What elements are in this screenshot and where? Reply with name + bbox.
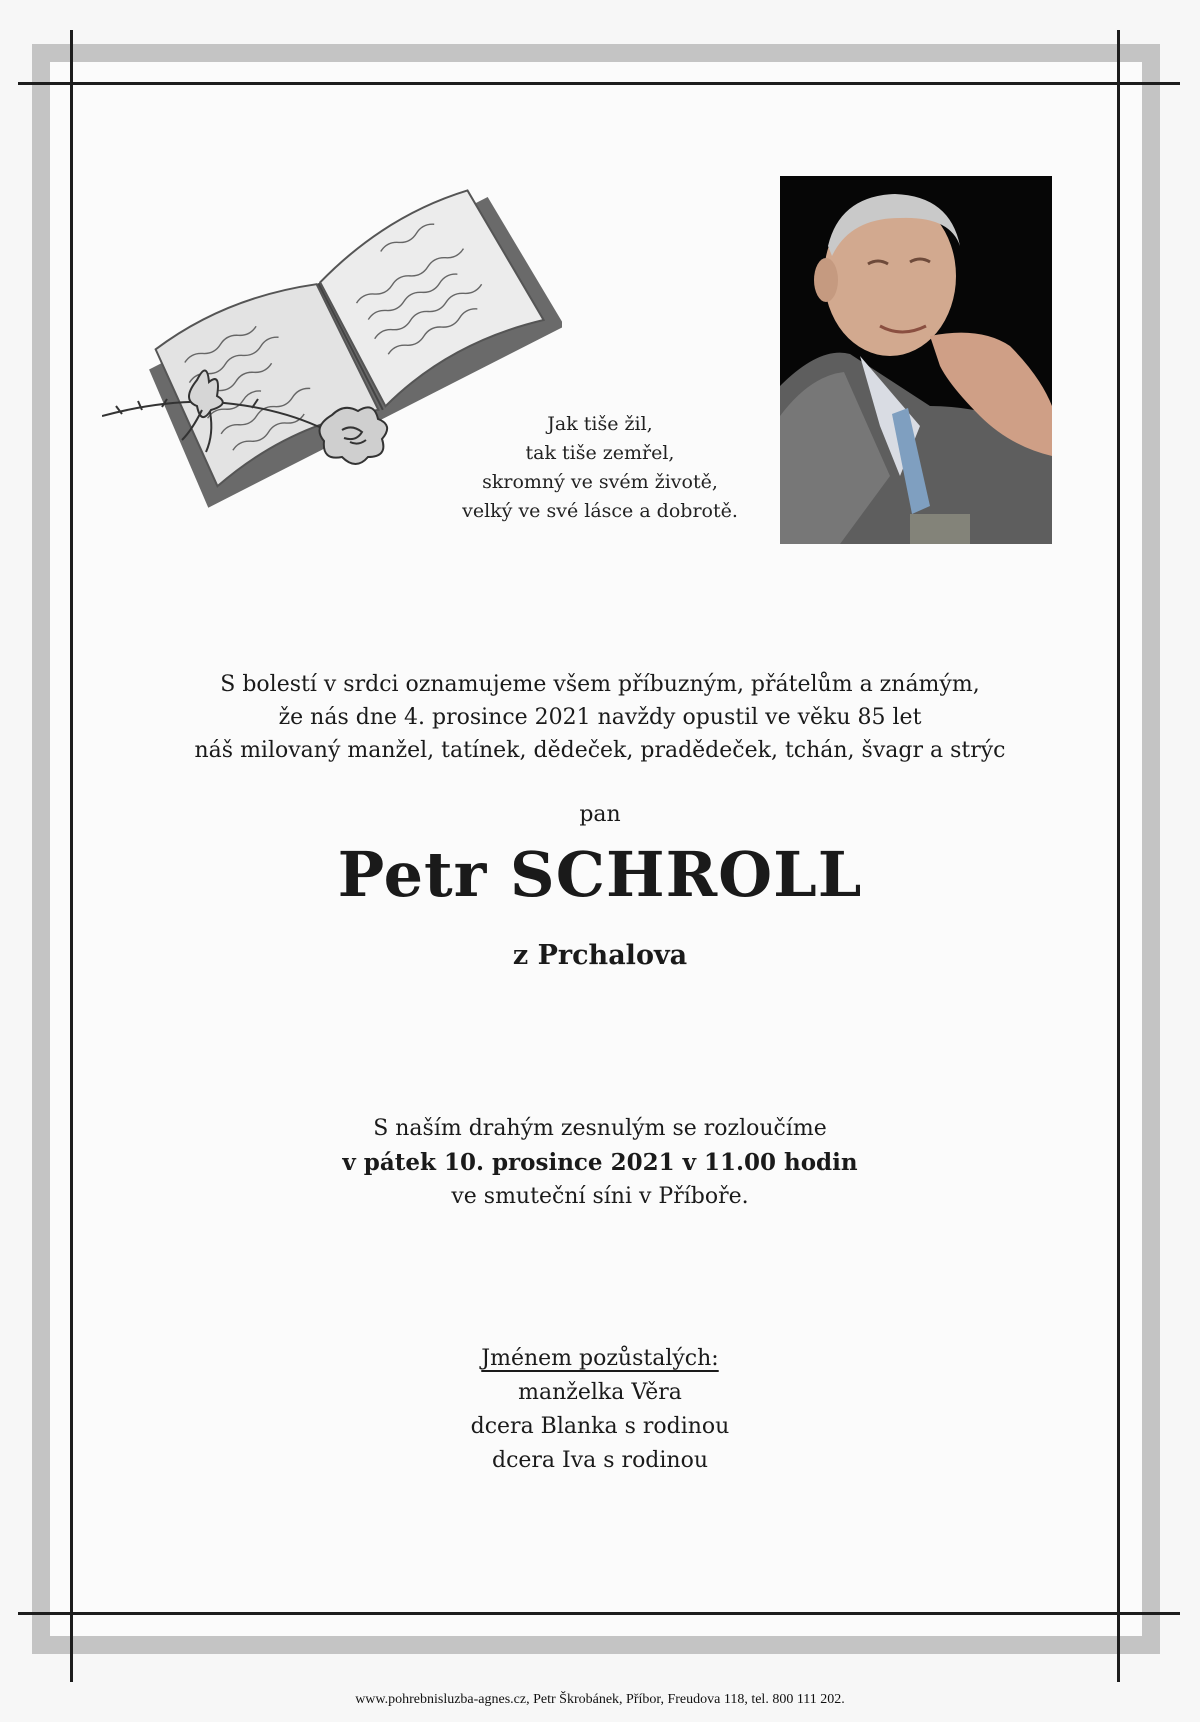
survivors-heading: Jménem pozůstalých: (481, 1346, 719, 1371)
announcement-line: že nás dne 4. prosince 2021 navždy opustil ve věku 85 let (278, 705, 922, 730)
verse-line: tak tiše zemřel, (525, 442, 675, 464)
survivor-name: dcera Blanka s rodinou (470, 1414, 730, 1439)
top-horizontal-line (18, 82, 1180, 85)
left-vertical-line (70, 30, 73, 1682)
survivor-name: dcera Iva s rodinou (491, 1448, 709, 1473)
verse-line: velký ve své lásce a dobrotě. (462, 500, 738, 522)
honorific: pan (579, 802, 621, 827)
funeral-service-footer: www.pohrebnisluzba-agnes.cz, Petr Škrobánek, Příbor, Freudova 118, tel. 800 111 202. (355, 1692, 845, 1707)
bottom-horizontal-line (18, 1612, 1180, 1615)
ceremony-place: ve smuteční síni v Příboře. (451, 1184, 749, 1209)
announcement-line: náš milovaný manžel, tatínek, dědeček, pradědeček, tchán, švagr a strýc (194, 738, 1006, 763)
memorial-verse (440, 410, 760, 526)
right-vertical-line (1117, 30, 1120, 1682)
portrait-photo (780, 176, 1052, 544)
survivor-name: manželka Věra (518, 1380, 682, 1405)
survivors-block (350, 1342, 850, 1478)
verse-line: Jak tiše žil, (547, 413, 653, 435)
ceremony-line: S naším drahým zesnulým se rozloučíme (373, 1116, 827, 1141)
verse-line: skromný ve svém životě, (482, 471, 718, 493)
ceremony-date: v pátek 10. prosince 2021 v 11.00 hodin (342, 1149, 858, 1176)
announcement-line: S bolestí v srdci oznamujeme všem příbuzným, přátelům a známým, (220, 672, 980, 697)
deceased-origin: z Prchalova (512, 940, 688, 971)
deceased-name: Petr SCHROLL (337, 838, 863, 911)
announcement-text (100, 668, 1100, 767)
ceremony-info (200, 1112, 1000, 1214)
